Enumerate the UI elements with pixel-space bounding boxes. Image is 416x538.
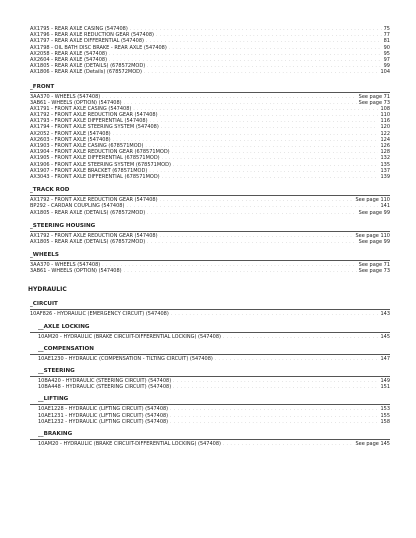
entry-list [28, 406, 390, 425]
toc-entry-label: AX1805 - REAR AXLE (DETAILS) (678572MOD) [30, 209, 146, 216]
toc-entry-page: 155 [380, 412, 390, 419]
entry-list [28, 441, 390, 447]
toc-entry-page: 90 [383, 44, 390, 51]
divider [30, 332, 390, 333]
toc-entry-label: 3AA370 - WHEELS (547408) [30, 93, 101, 100]
toc-entry-page: 77 [383, 32, 390, 39]
toc-entry-label: 10AE1231 - HYDRAULIC (LIFTING CIRCUIT) (547408) [38, 412, 169, 419]
toc-entry-label: AX1792 - FRONT AXLE REDUCTION GEAR (547408) [30, 112, 158, 119]
toc-entry[interactable] [28, 239, 390, 245]
section-lifting [28, 396, 390, 425]
divider [30, 309, 390, 310]
toc-entry-label: AX1904 - FRONT AXLE REDUCTION GEAR (678571MOD) [30, 149, 170, 156]
toc-entry-label: 10AM20 - HYDRAULIC (BRAKE CIRCUIT-DIFFERENTIAL LOCKING) (547408) [38, 440, 221, 447]
section-rear-axle-continued [28, 26, 390, 76]
dot-leader [124, 268, 357, 274]
toc-entry-label: AX1798 - OIL BATH DISC BRAKE - REAR AXLE (547408) [30, 44, 167, 51]
entry-list [28, 94, 390, 181]
section-heading: _STEERING HOUSING [30, 222, 96, 229]
toc-entry-label: 10AF826 - HYDRAULIC (EMERGENCY CIRCUIT) (547408) [30, 311, 169, 318]
toc-entry-page: 149 [380, 378, 390, 384]
entry-list [28, 262, 390, 274]
toc-entry-page: 95 [383, 50, 390, 57]
toc-entry-page: 141 [380, 203, 390, 210]
toc-entry-label: 3AA370 - WHEELS (547408) [30, 262, 101, 269]
toc-entry-label: AX1792 - FRONT AXLE REDUCTION GEAR (547408) [30, 197, 158, 204]
entry-list [28, 26, 390, 76]
toc-entry-page: See page 110 [355, 197, 390, 204]
section-heading: _WHEELS [30, 252, 59, 259]
dot-leader [147, 239, 356, 245]
toc-entry-label: AX3043 - FRONT AXLE DIFFERENTIAL (678571MOD) [30, 173, 160, 180]
table-of-contents [28, 26, 390, 447]
toc-entry-label: 10AM20 - HYDRAULIC (BRAKE CIRCUIT-DIFFERENTIAL LOCKING) (547408) [38, 333, 221, 340]
section-steering-housing [28, 223, 390, 245]
toc-entry-label: AX1806 - REAR AXLE (Details) (678572MOD) [30, 69, 142, 76]
toc-entry-page: 104 [380, 69, 390, 76]
toc-entry-label: AX1903 - FRONT AXLE CASING (678571MOD) [30, 143, 144, 149]
toc-entry-page: 139 [380, 173, 390, 180]
toc-entry-page: See page 110 [355, 232, 390, 239]
toc-entry-label: AX1796 - REAR AXLE REDUCTION GEAR (547408) [30, 32, 154, 39]
toc-entry-page: See page 145 [355, 440, 390, 447]
subsection-heading: __BRAKING [38, 430, 73, 437]
entry-list [28, 233, 390, 245]
toc-entry-label: AX1797 - REAR AXLE DIFFERENTIAL (547408) [30, 38, 144, 45]
toc-entry-page: 132 [380, 155, 390, 162]
entry-list [28, 356, 390, 362]
toc-entry-label: AX1907 - FRONT AXLE BRACKET (678571MOD) [30, 167, 148, 174]
toc-entry-label: AX1793 - FRONT AXLE DIFFERENTIAL (547408) [30, 118, 148, 125]
toc-entry-label: AX2052 - FRONT AXLE (547408) [30, 130, 111, 137]
toc-entry[interactable] [28, 210, 390, 216]
divider [30, 376, 390, 377]
section-circuit [28, 301, 390, 317]
toc-entry-page: See page 73 [358, 99, 390, 106]
toc-entry-page: 147 [380, 355, 390, 362]
toc-entry-label: AX2058 - REAR AXLE (547408) [30, 50, 108, 57]
toc-entry-page: 128 [380, 149, 390, 156]
toc-entry[interactable] [28, 311, 390, 317]
dot-leader [223, 441, 353, 447]
toc-entry-page: 120 [380, 124, 390, 131]
divider [30, 260, 390, 261]
entry-list [28, 334, 390, 340]
toc-entry-page: See page 71 [358, 262, 390, 269]
toc-entry[interactable] [28, 174, 390, 180]
entry-list [28, 197, 390, 216]
toc-entry-page: See page 99 [358, 238, 390, 245]
section-track-rod [28, 187, 390, 216]
section-braking [28, 431, 390, 447]
toc-entry-page: 153 [380, 406, 390, 413]
toc-entry-page: 75 [383, 26, 390, 32]
toc-entry-label: AX1791 - FRONT AXLE CASING (547408) [30, 105, 132, 112]
subsection-heading: __AXLE LOCKING [38, 323, 90, 330]
toc-entry-page: 108 [380, 105, 390, 112]
toc-entry-page: 81 [383, 38, 390, 45]
dot-leader [171, 311, 379, 317]
toc-entry[interactable] [28, 334, 390, 340]
toc-entry-label: BP292 - CARDAN COUPLING (547408) [30, 203, 125, 210]
section-hydraulic [28, 286, 390, 294]
toc-entry-label: 3AB61 - WHEELS (OPTION) (547408) [30, 99, 122, 106]
toc-entry-label: AX1905 - FRONT AXLE DIFFERENTIAL (678571MOD) [30, 155, 160, 162]
toc-entry-page: See page 71 [358, 93, 390, 100]
toc-entry[interactable] [28, 69, 390, 75]
section-steering [28, 368, 390, 390]
toc-entry-page: 158 [380, 418, 390, 425]
toc-entry-label: 10AE1228 - HYDRAULIC (LIFTING CIRCUIT) (547408) [38, 406, 169, 413]
divider [30, 404, 390, 405]
dot-leader [170, 419, 378, 425]
toc-entry-label: AX1906 - FRONT AXLE STEERING SYSTEM (678571MOD) [30, 161, 171, 168]
toc-entry-page: 116 [380, 118, 390, 125]
toc-entry-label: AX1795 - REAR AXLE CASING (547408) [30, 26, 128, 32]
toc-entry-label: AX1794 - FRONT AXLE STEERING SYSTEM (547408) [30, 124, 159, 131]
toc-entry-label: AX2604 - REAR AXLE (547408) [30, 56, 108, 63]
subsection-heading: __LIFTING [38, 396, 69, 403]
section-wheels [28, 252, 390, 274]
divider [30, 231, 390, 232]
section-heading: _FRONT [30, 83, 55, 90]
toc-entry[interactable] [28, 419, 390, 425]
dot-leader [147, 210, 356, 216]
toc-entry-page: 151 [380, 384, 390, 391]
toc-entry-label: AX2603 - FRONT AXLE (547408) [30, 136, 111, 143]
toc-entry-page: 124 [380, 136, 390, 143]
toc-entry-page: See page 73 [358, 268, 390, 275]
toc-entry-page: 135 [380, 161, 390, 168]
toc-entry-label: 10BA448 - HYDRAULIC (STEERING CIRCUIT) (547408) [38, 384, 172, 391]
toc-entry-label: 3AB61 - WHEELS (OPTION) (547408) [30, 268, 122, 275]
chapter-heading: HYDRAULIC [28, 286, 67, 294]
toc-entry-label: AX1792 - FRONT AXLE REDUCTION GEAR (547408) [30, 232, 158, 239]
toc-entry-label: AX1805 - REAR AXLE (DETAILS) (678572MOD) [30, 63, 146, 70]
toc-entry[interactable] [28, 268, 390, 274]
section-front [28, 84, 390, 181]
section-heading: _TRACK ROD [30, 187, 70, 194]
toc-entry-label: 10BA420 - HYDRAULIC (STEERING CIRCUIT) (547408) [38, 378, 172, 384]
dot-leader [162, 174, 379, 180]
divider [30, 354, 390, 355]
toc-entry-page: 137 [380, 167, 390, 174]
toc-entry-page: 97 [383, 56, 390, 63]
divider [30, 92, 390, 93]
toc-entry-label: 10AE1232 - HYDRAULIC (LIFTING CIRCUIT) (547408) [38, 418, 169, 425]
toc-entry-page: 110 [380, 112, 390, 119]
toc-entry-label: 10AE1230 - HYDRAULIC (COMPENSATION - TILTING CIRCUIT) (547408) [38, 355, 213, 362]
toc-entry[interactable] [28, 384, 390, 390]
divider [30, 195, 390, 196]
toc-entry-label: AX1805 - REAR AXLE (DETAILS) (678572MOD) [30, 238, 146, 245]
toc-entry-page: 126 [380, 143, 390, 149]
toc-entry[interactable] [28, 356, 390, 362]
section-axle-locking [28, 324, 390, 340]
toc-entry-page: See page 99 [358, 209, 390, 216]
dot-leader [144, 69, 378, 75]
section-compensation [28, 346, 390, 362]
dot-leader [173, 384, 378, 390]
toc-entry-page: 145 [380, 333, 390, 340]
subsection-heading: __COMPENSATION [38, 345, 94, 352]
subsection-heading: __STEERING [38, 368, 75, 374]
section-heading: _CIRCUIT [30, 301, 58, 308]
dot-leader [215, 356, 379, 362]
toc-entry-page: 122 [380, 130, 390, 137]
entry-list [28, 378, 390, 390]
toc-entry-page: 143 [380, 311, 390, 318]
dot-leader [223, 334, 378, 340]
entry-list [28, 311, 390, 317]
toc-entry-page: 99 [383, 63, 390, 70]
toc-entry[interactable] [28, 441, 390, 447]
divider [30, 439, 390, 440]
